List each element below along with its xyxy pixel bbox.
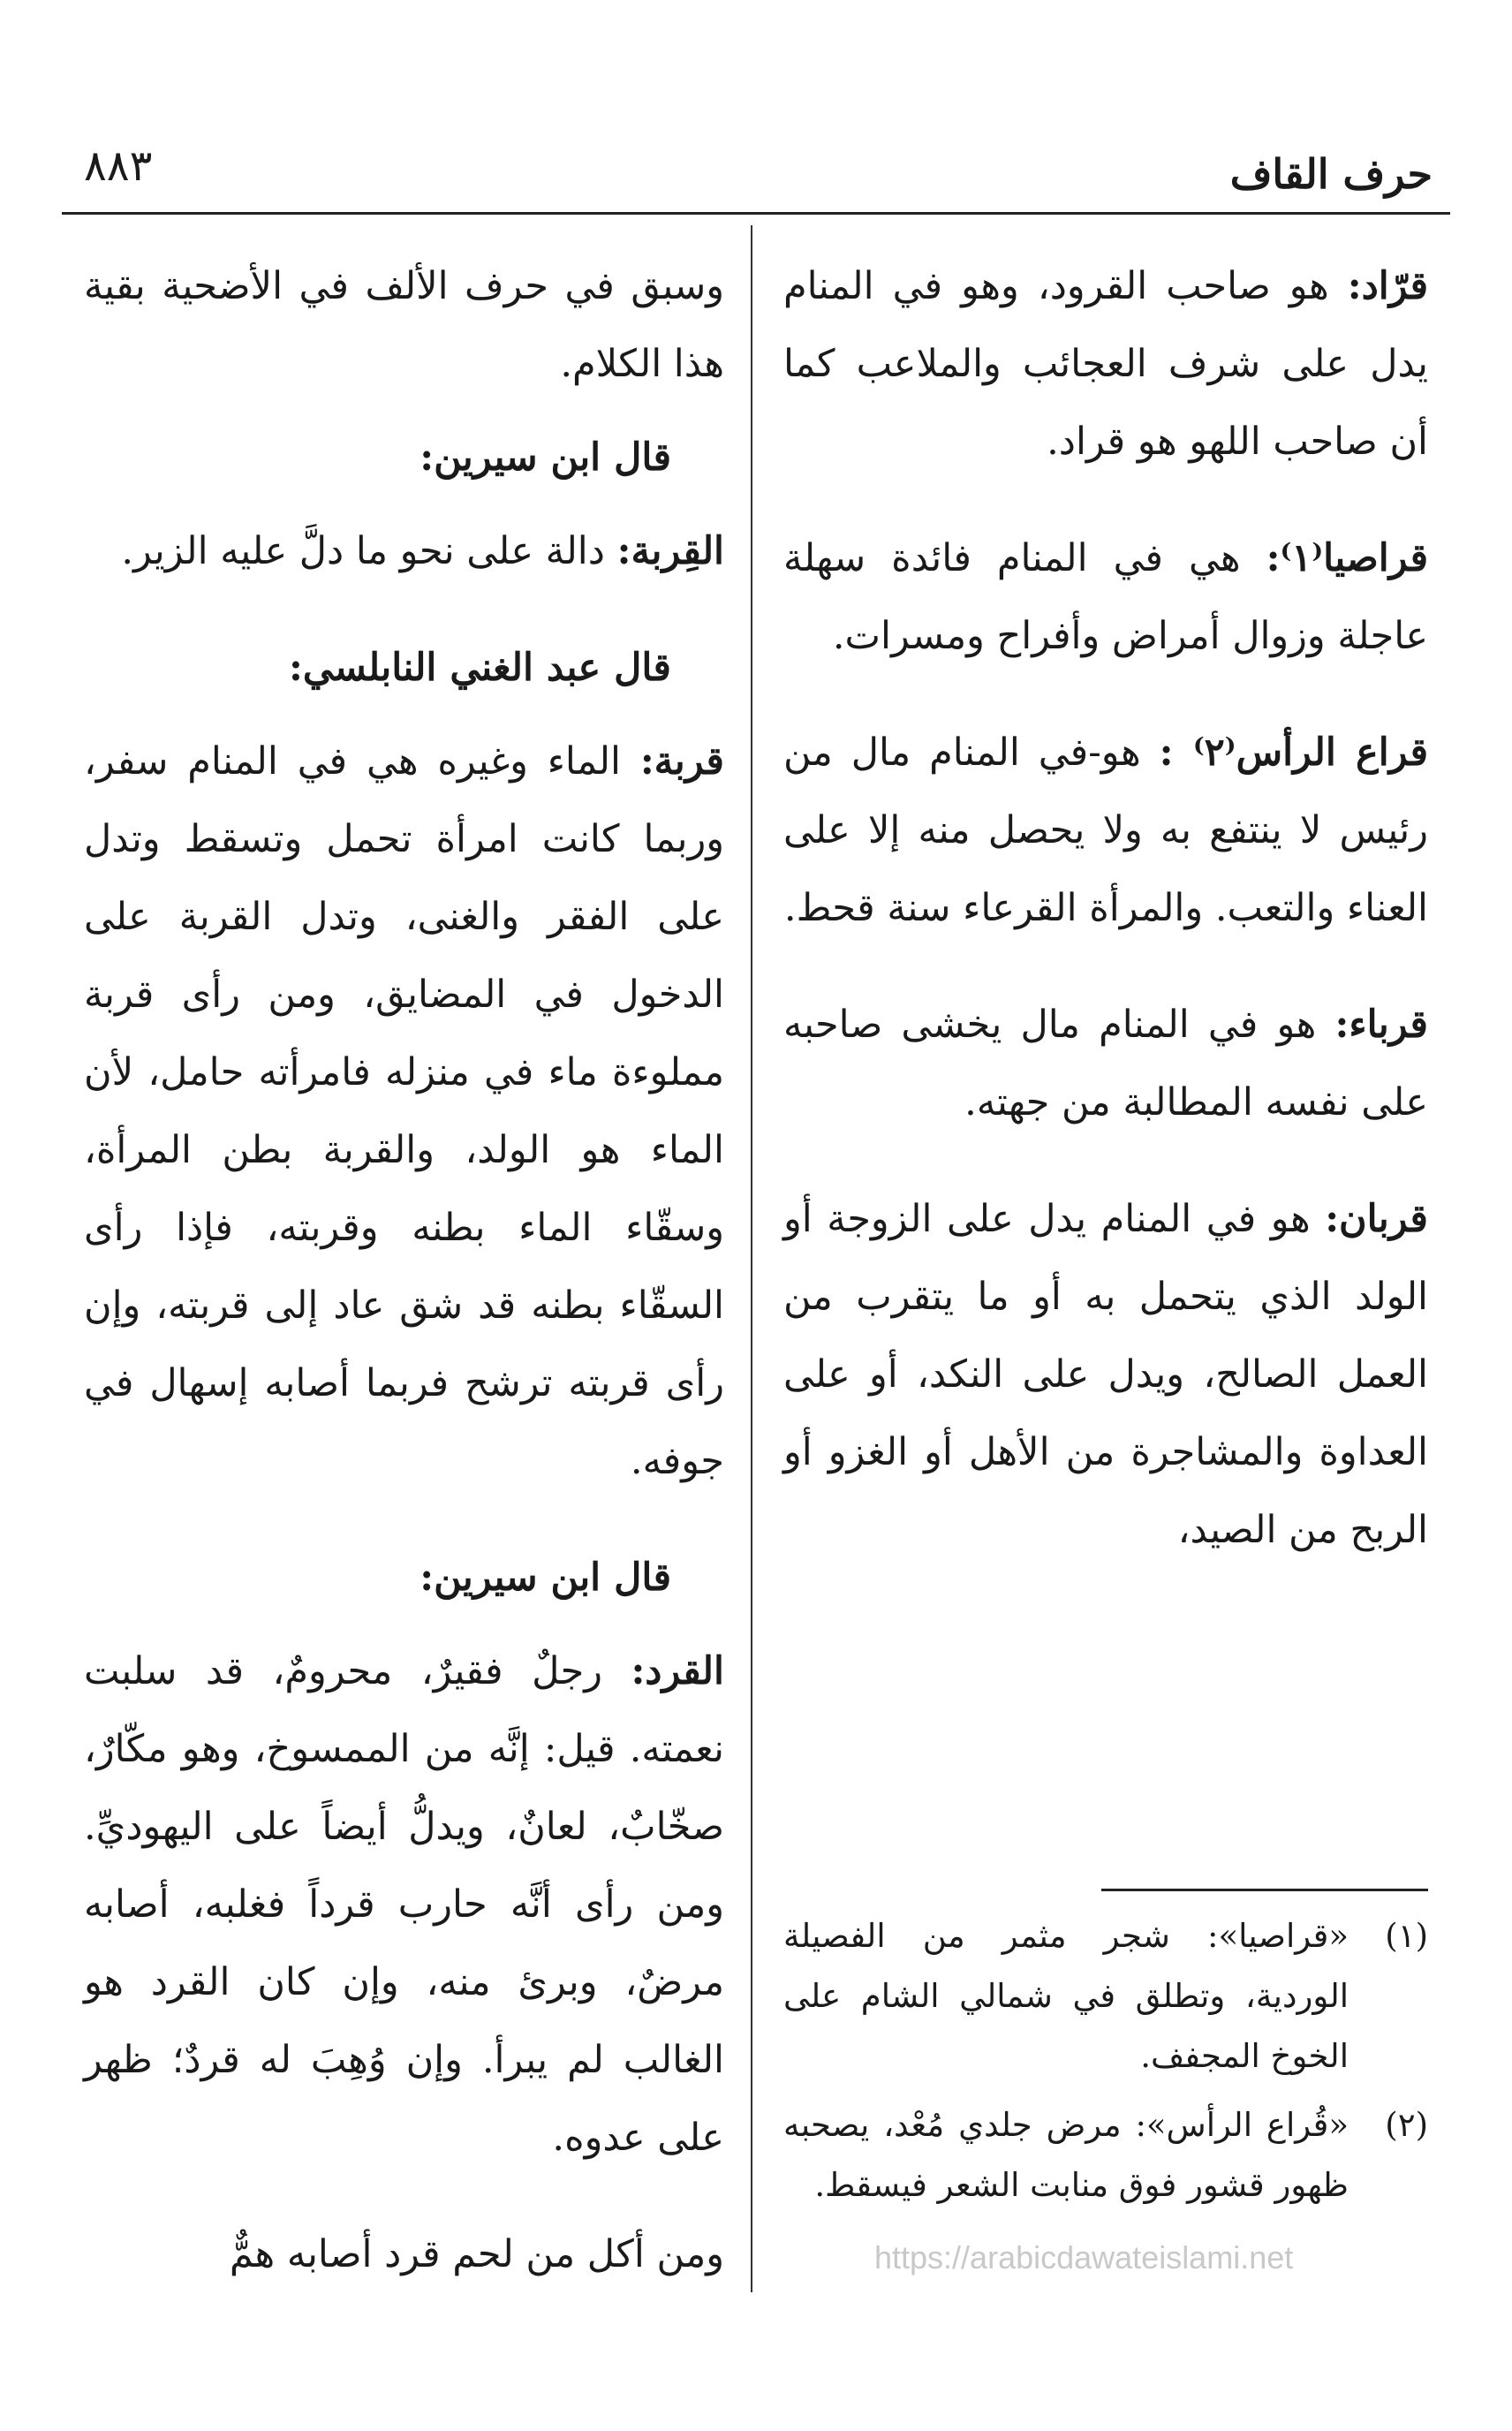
left-column (84, 247, 724, 2332)
entry-text: هي في المنام فائدة سهلة عاجلة وزوال أمراض وأفراح ومسرات. (783, 536, 1428, 658)
source-watermark: https://arabicdawateislami.net (874, 2239, 1294, 2276)
footnote-rule (1101, 1889, 1428, 1891)
continuation-paragraph: وسبق في حرف الألف في الأضحية بقية هذا الكلام. (84, 264, 724, 386)
footnotes (783, 1906, 1428, 2224)
entry-quraa-ar-ras (783, 714, 1428, 947)
entry-term: قرّاد: (1347, 264, 1428, 308)
entry-qurban (783, 1180, 1428, 1569)
entry-text: هو صاحب القرود، وهو في المنام يدل على شرف العجائب والملاعب كما أن صاحب اللهو هو قراد. (783, 264, 1428, 464)
footnote-number: (٢) (1385, 2106, 1428, 2144)
continued-line: ومن أكل من لحم قرد أصابه همٌّ (229, 2232, 724, 2276)
entry-qirba (84, 723, 724, 1500)
footnote (783, 2095, 1428, 2215)
entry-term: قراع الرأس⁽٢⁾ : (1159, 731, 1429, 775)
running-header-title: حرف القاف (1229, 150, 1433, 198)
right-column (783, 247, 1428, 1608)
entry-text: الماء وغيره هي في المنام سفر، وربما كانت امرأة تحمل وتسقط وتدل على الفقر والغنى، وتدل القربة على الدخول في المضايق، ومن رأى قربة مملوءة ماء في منزله فامرأته حامل، لأن الماء هو الولد، والقربة بطن المرأة، وسقّاء الماء بطنه وقربته، فإذا رأى السقّاء بطنه قد شق عاد إلى قربته، وإن رأى قربته ترشح فربما أصابه إسهال في جوفه. (84, 739, 724, 1483)
entry-term: القِربة: (616, 529, 724, 573)
entry-term: قراصيا⁽١⁾: (1266, 536, 1428, 580)
entry-term: قربان: (1325, 1197, 1428, 1241)
source-heading: قال ابن سيرين: (420, 435, 671, 480)
footnote (783, 1906, 1428, 2086)
entry-text: هو-في المنام مال من رئيس لا ينتفع به ولا يحصل منه إلا على العناء والتعب. والمرأة القرعاء سنة قحط. (783, 731, 1428, 930)
footnote-text: «قراصيا»: شجر مثمر من الفصيلة الوردية، وتطلق في شمالي الشام على الخوخ المجفف. (783, 1917, 1349, 2075)
column-divider (751, 225, 752, 2292)
entry-al-qirba (84, 512, 724, 590)
entry-text: هو في المنام يدل على الزوجة أو الولد الذي يتحمل به أو ما يتقرب من العمل الصالح، ويدل على النكد، أو على العداوة والمشاجرة من الأهل أو الغزو أو الربح من الصيد، (783, 1197, 1428, 1552)
entry-text: رجلٌ فقيرٌ، محرومٌ، قد سلبت نعمته. قيل: إنَّه من الممسوخ، وهو مكّارٌ، صخّابٌ، لعانٌ، ويدلُّ أيضاً على اليهوديِّ. ومن رأى أنَّه حارب قرداً فغلبه، أصابه مرضٌ، وبرئ منه، وإن كان القرد هو الغالب لم يبرأ. وإن وُهِبَ له قردٌ؛ ظهر على عدوه. (84, 1649, 724, 2160)
source-heading: قال ابن سيرين: (420, 1556, 671, 1600)
entry-term: القرد: (631, 1649, 724, 1693)
entry-qarasiya (783, 519, 1428, 675)
entry-text: هو في المنام مال يخشى صاحبه على نفسه المطالبة من جهته. (783, 1003, 1428, 1125)
entry-text: دالة على نحو ما دلَّ عليه الزير. (121, 529, 617, 573)
entry-qurabaa (783, 986, 1428, 1141)
footnote-number: (١) (1385, 1917, 1428, 1955)
entry-term: قربة: (639, 739, 724, 784)
header-rule (62, 212, 1450, 215)
entry-qurrad (783, 247, 1428, 481)
entry-al-qird (84, 1632, 724, 2177)
source-heading: قال عبد الغني النابلسي: (288, 646, 671, 690)
entry-term: قرباء: (1334, 1003, 1428, 1047)
footnote-text: «قُراع الرأس»: مرض جلدي مُعْد، يصحبه ظهور قشور فوق منابت الشعر فيسقط. (783, 2106, 1349, 2204)
page-number: ٨٨٣ (84, 141, 153, 191)
